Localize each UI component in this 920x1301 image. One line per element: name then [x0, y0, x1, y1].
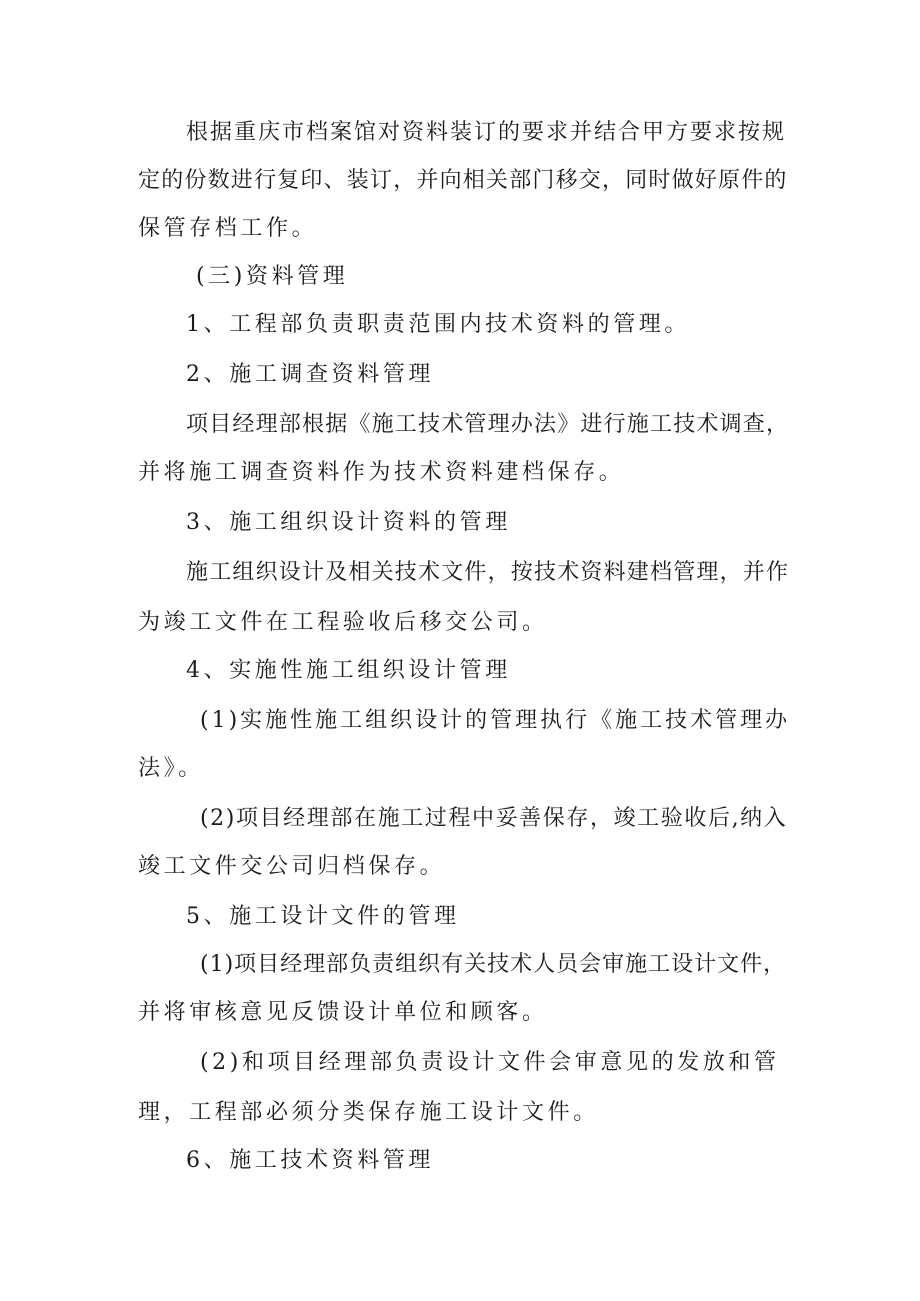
text-line: 1、工程部负责职责范围内技术资料的管理。	[186, 312, 690, 337]
subheading: 3、施工组织设计资料的管理	[186, 510, 511, 535]
text-line: 施工组织设计及相关技术文件，按技术资料建档管理，并作	[186, 560, 790, 585]
text-line: 并将施工调查资料作为技术资料建档保存。	[138, 460, 625, 485]
text-line: 并将审核意见反馈设计单位和顾客。	[138, 1000, 548, 1025]
text-line: 法》。	[138, 756, 204, 781]
text-line: 项目经理部根据《施工技术管理办法》进行施工技术调查，	[186, 412, 790, 437]
text-line: 根据重庆市档案馆对资料装订的要求并结合甲方要求按规	[186, 120, 787, 145]
subheading: 4、实施性施工组织设计管理	[186, 658, 511, 683]
text-line: 理，工程部必须分类保存施工设计文件。	[138, 1100, 599, 1125]
text-line: 为竣工文件在工程验收后移交公司。	[138, 610, 548, 635]
text-line: 定的份数进行复印、装订，并向相关部门移交，同时做好原件的	[138, 168, 788, 193]
text-line: (2)项目经理部在施工过程中妥善保存，竣工验收后,纳入	[200, 806, 788, 831]
text-line: 竣工文件交公司归档保存。	[138, 854, 446, 879]
subheading: 2、施工调查资料管理	[186, 362, 434, 387]
section-heading: (三)资料管理	[196, 264, 349, 289]
text-line: (1)项目经理部负责组织有关技术人员会审施工设计文件，	[200, 952, 787, 977]
text-line: (1)实施性施工组织设计的管理执行《施工技术管理办	[200, 708, 791, 733]
text-line: 保管存档工作。	[138, 216, 318, 241]
subheading: 5、施工设计文件的管理	[186, 904, 460, 929]
text-line: (2)和项目经理部负责设计文件会审意见的发放和管	[200, 1050, 780, 1075]
subheading: 6、施工技术资料管理	[186, 1148, 434, 1173]
